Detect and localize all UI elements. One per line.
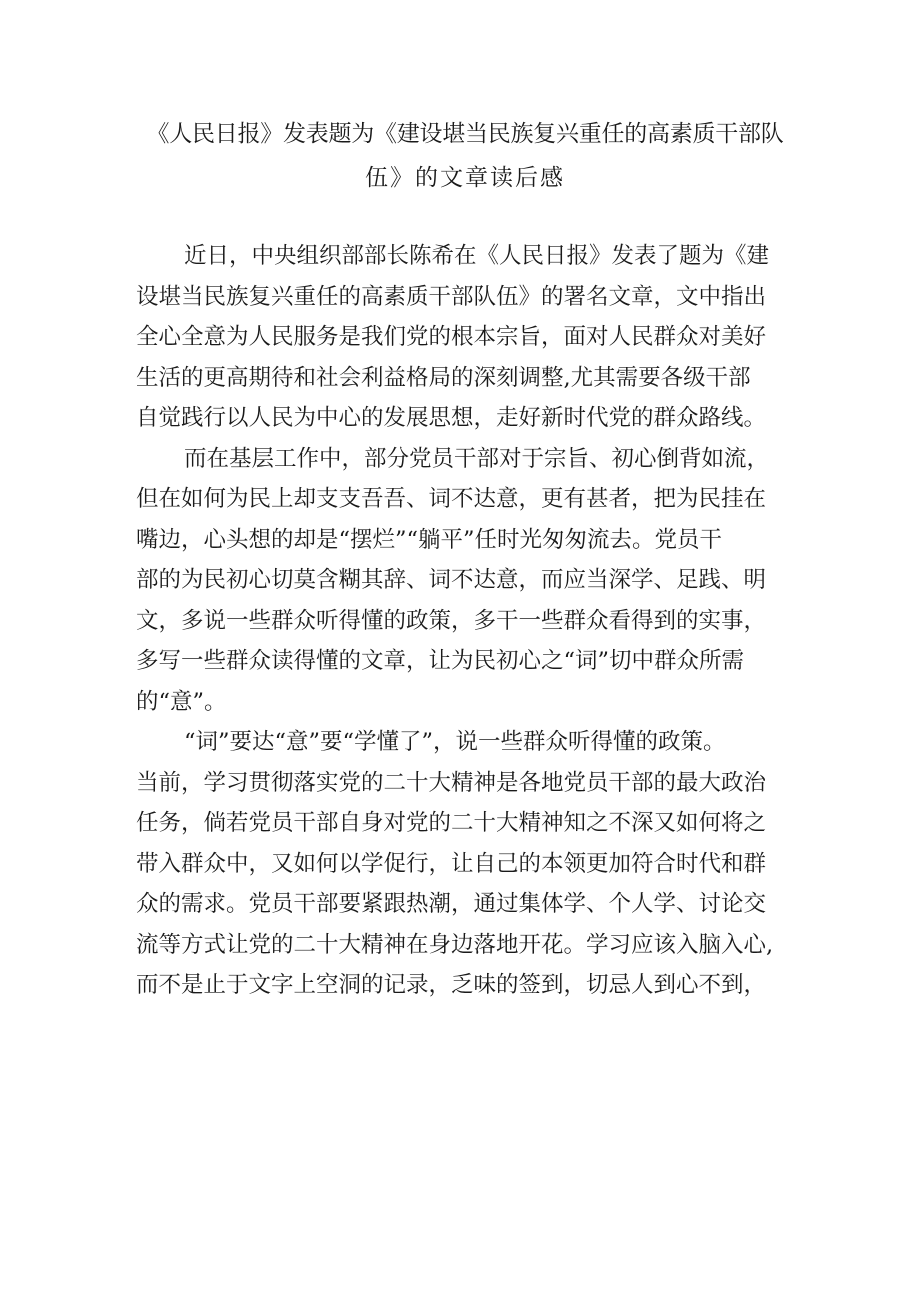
text-line: 但在如何为民上却支支吾吾、词不达意，更有甚者，把为民挂在 [136, 486, 767, 512]
text-line: 流等方式让党的二十大精神在身边落地开花。学习应该入脑入心, [136, 931, 774, 958]
title-line: 伍》的文章读后感 [365, 165, 565, 191]
text-line: 而不是止于文字上空洞的记录，乏味的签到，切忌人到心不到， [136, 972, 767, 998]
title-line: 《人民日报》发表题为《建设堪当民族复兴重任的高素质干部队 [146, 121, 784, 147]
text-line: 多写一些群众读得懂的文章，让为民初心之“词”切中群众所需 [136, 648, 745, 674]
text-line: 文，多说一些群众听得懂的政策，多干一些群众看得到的实事， [136, 607, 767, 634]
text-line: 的“意”。 [136, 688, 227, 715]
paragraph-3 [136, 722, 794, 1006]
text-line: 近日，中央组织部部长陈希在《人民日报》发表了题为《建 [184, 243, 770, 269]
text-line: 全心全意为人民服务是我们党的根本宗旨，面对人民群众对美好 [136, 324, 767, 350]
text-line: 而在基层工作中，部分党员干部对于宗旨、初心倒背如流， [184, 445, 770, 472]
paragraph-2 [136, 439, 794, 723]
document-title [125, 112, 805, 200]
text-line: 嘴边，心头想的却是“摆烂”“躺平”任时光匆匆流去。党员干 [136, 526, 723, 553]
text-line: 部的为民初心切莫含糊其辞、词不达意，而应当深学、足践、明 [136, 567, 767, 593]
text-line: 带入群众中，又如何以学促行，让自己的本领更加符合时代和群 [136, 850, 767, 877]
text-line: 设堪当民族复兴重任的高素质干部队伍》的署名文章，文中指出 [136, 283, 767, 310]
text-line: 自觉践行以人民为中心的发展思想，走好新时代党的群众路线。 [136, 405, 767, 431]
text-line: “词”要达“意”要“学懂了”，说一些群众听得懂的政策。 [184, 729, 726, 755]
text-line: 当前，学习贯彻落实党的二十大精神是各地党员干部的最大政治 [136, 769, 767, 796]
document-body [136, 236, 794, 1006]
text-line: 任务，倘若党员干部自身对党的二十大精神知之不深又如何将之 [136, 810, 767, 836]
text-line: 生活的更高期待和社会利益格局的深刻调整,尤其需要各级干部 [136, 364, 751, 391]
text-line: 众的需求。党员干部要紧跟热潮，通过集体学、个人学、讨论交 [136, 891, 767, 917]
paragraph-1 [136, 236, 794, 439]
